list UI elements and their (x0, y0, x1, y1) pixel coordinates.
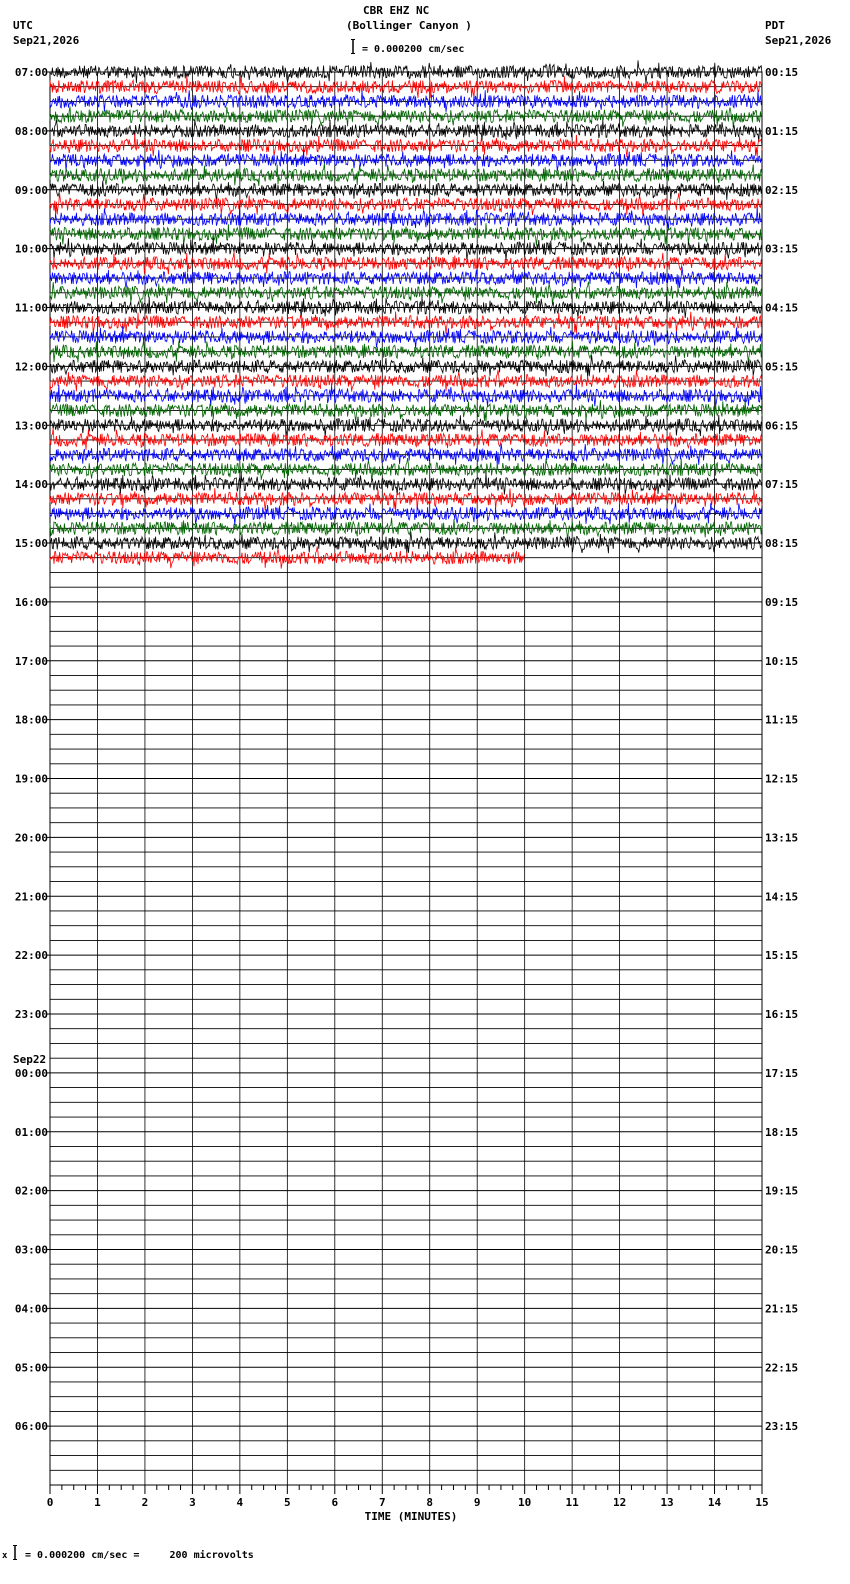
right-hour-label: 06:15 (765, 419, 799, 433)
seismic-trace (50, 443, 762, 465)
right-hour-label: 00:15 (765, 66, 799, 79)
seismic-trace (50, 415, 762, 437)
footer-scale-icon (13, 1545, 18, 1560)
x-tick-label: 6 (331, 1496, 339, 1509)
seismic-trace (50, 150, 762, 172)
right-hour-label: 17:15 (765, 1066, 799, 1080)
x-tick-label: 2 (141, 1496, 149, 1509)
seismic-trace (50, 488, 762, 510)
left-hour-label: 17:00 (14, 654, 48, 668)
left-hour-label: 07:00 (14, 66, 48, 79)
left-hour-label: 23:00 (14, 1008, 48, 1021)
right-hour-label: 07:15 (765, 478, 799, 492)
right-hour-label: 12:15 (765, 772, 799, 786)
right-hour-label: 22:15 (765, 1361, 799, 1375)
left-hour-label: 16:00 (14, 595, 48, 609)
left-hour-label: 01:00 (14, 1125, 48, 1139)
left-hour-label: 10:00 (14, 242, 48, 256)
left-date: Sep21,2026 (13, 34, 80, 47)
left-timezone: UTC (13, 19, 33, 32)
x-tick-label: 3 (189, 1496, 196, 1509)
x-tick-label: 10 (518, 1496, 532, 1509)
x-axis-label: TIME (MINUTES) (364, 1510, 458, 1523)
right-hour-label: 18:15 (765, 1125, 799, 1139)
station-title: CBR EHZ NC (363, 4, 430, 17)
x-tick-label: 15 (755, 1496, 769, 1509)
left-hour-label: 14:00 (14, 478, 48, 492)
left-hour-label: 03:00 (14, 1243, 48, 1257)
station-location: (Bollinger Canyon ) (346, 19, 472, 32)
left-hour-label: 05:00 (14, 1361, 48, 1375)
left-hour-label: 08:00 (14, 124, 48, 138)
seismic-trace (50, 181, 762, 201)
right-date: Sep21,2026 (765, 34, 832, 47)
left-hour-label: 04:00 (14, 1302, 48, 1316)
right-hour-label: 15:15 (765, 949, 799, 963)
left-hour-label: 19:00 (14, 772, 48, 786)
left-hour-label: 20:00 (14, 831, 48, 845)
right-hour-label: 09:15 (765, 595, 799, 609)
x-tick-label: 1 (94, 1496, 101, 1509)
left-hour-label: 02:00 (14, 1184, 48, 1198)
x-tick-label: 12 (612, 1496, 627, 1509)
right-hour-label: 21:15 (765, 1302, 799, 1316)
left-hour-label: 00:00 (14, 1066, 48, 1080)
scale-text: = 0.000200 cm/sec (362, 44, 465, 55)
right-hour-label: 03:15 (765, 242, 799, 256)
date-change-label: Sep22 (13, 1052, 47, 1066)
right-hour-label: 19:15 (765, 1184, 799, 1198)
x-tick-label: 8 (426, 1496, 434, 1509)
right-hour-label: 23:15 (765, 1420, 799, 1434)
x-tick-label: 5 (284, 1496, 291, 1509)
right-hour-label: 11:15 (765, 713, 799, 727)
footer-scale-note: = 0.000200 cm/sec = 200 microvolts (25, 1550, 254, 1561)
x-tick-label: 0 (46, 1496, 54, 1509)
right-hour-label: 14:15 (765, 890, 799, 904)
left-hour-label: 21:00 (14, 890, 48, 904)
right-hour-label: 16:15 (765, 1008, 799, 1021)
seismic-trace (50, 400, 762, 422)
left-hour-label: 11:00 (14, 301, 48, 315)
left-hour-label: 22:00 (14, 949, 48, 963)
right-hour-label: 20:15 (765, 1243, 799, 1257)
left-hour-label: 06:00 (14, 1420, 48, 1434)
x-tick-label: 14 (707, 1496, 722, 1509)
x-tick-label: 11 (565, 1496, 579, 1509)
footer-marker: x (2, 1551, 8, 1561)
right-hour-label: 10:15 (765, 654, 799, 668)
right-hour-label: 05:15 (765, 360, 799, 374)
left-hour-label: 13:00 (14, 419, 48, 433)
x-tick-label: 9 (473, 1496, 481, 1509)
right-hour-label: 08:15 (765, 537, 799, 550)
left-hour-label: 12:00 (14, 360, 48, 374)
right-hour-label: 02:15 (765, 183, 799, 197)
right-timezone: PDT (765, 19, 785, 32)
left-hour-label: 18:00 (14, 713, 48, 727)
right-hour-label: 04:15 (765, 301, 799, 315)
x-tick-label: 13 (660, 1496, 674, 1509)
left-hour-label: 15:00 (14, 537, 48, 550)
x-tick-label: 4 (236, 1496, 244, 1509)
right-hour-label: 13:15 (765, 831, 799, 845)
right-hour-label: 01:15 (765, 124, 799, 138)
seismic-trace (50, 106, 762, 127)
x-tick-label: 7 (378, 1496, 386, 1509)
left-hour-label: 09:00 (14, 183, 48, 197)
